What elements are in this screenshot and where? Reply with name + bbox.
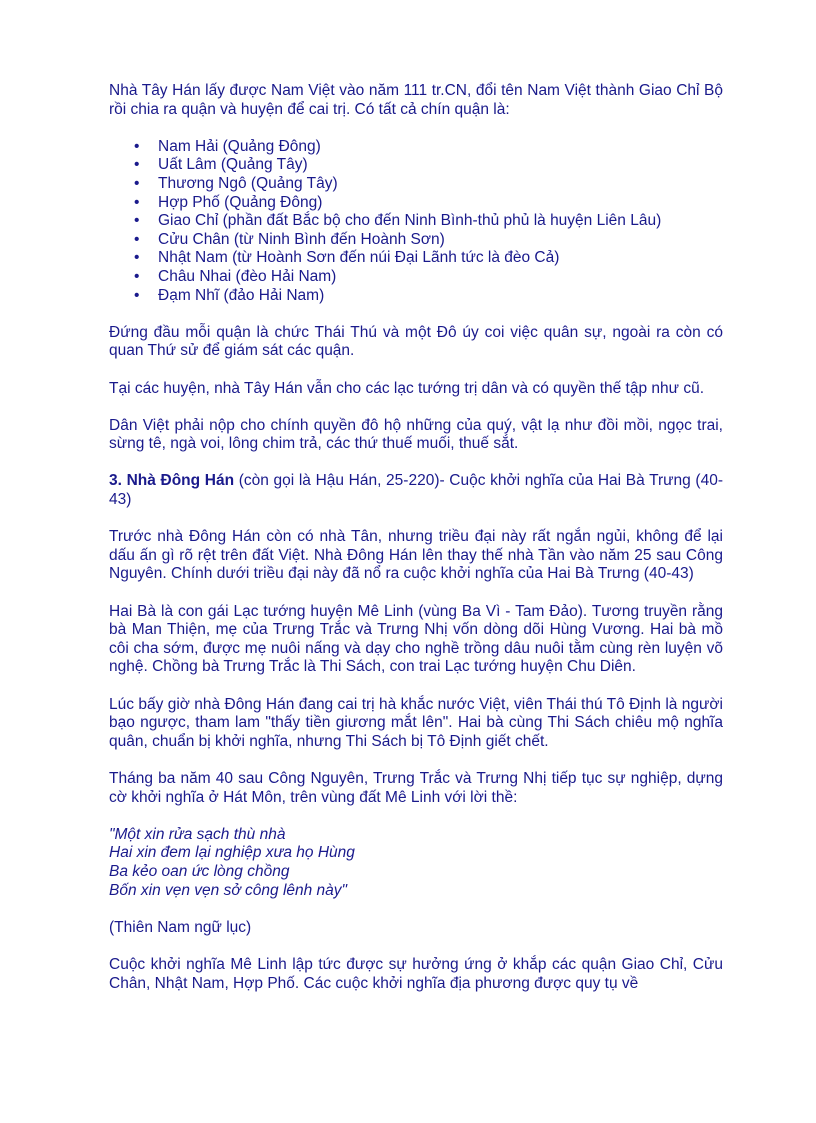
bullet-icon: • bbox=[134, 267, 140, 285]
governor-paragraph: Đứng đầu mỗi quận là chức Thái Thú và một Đô úy coi việc quân sự, ngoài ra còn có quan Thứ sử để giám sát các quận. bbox=[109, 323, 723, 360]
list-item: • Đạm Nhĩ (đảo Hải Nam) bbox=[134, 286, 325, 304]
verse-line: Hai xin đem lại nghiệp xưa họ Hùng bbox=[109, 844, 355, 862]
bullet-icon: • bbox=[134, 249, 140, 267]
list-item: • Thương Ngô (Quảng Tây) bbox=[134, 174, 338, 192]
bullet-icon: • bbox=[134, 230, 140, 248]
verse-line: Ba kẻo oan ức lòng chồng bbox=[109, 862, 290, 880]
district-paragraph: Tại các huyện, nhà Tây Hán vẫn cho các lạc tướng trị dân và có quyền thế tập như cũ. bbox=[109, 379, 705, 397]
list-item: • Hợp Phố (Quảng Đông) bbox=[134, 193, 323, 211]
bullet-icon: • bbox=[134, 286, 140, 304]
list-item: • Nam Hải (Quảng Đông) bbox=[134, 137, 321, 155]
intro-paragraph: Nhà Tây Hán lấy được Nam Việt vào năm 111 tr.CN, đổi tên Nam Việt thành Giao Chỉ Bộ rồi chia ra quận và huyện để cai trị. Có tất cả chín quận là: bbox=[109, 82, 723, 118]
bullet-icon: • bbox=[134, 212, 140, 230]
list-item: • Cửu Chân (từ Ninh Bình đến Hoành Sơn) bbox=[134, 230, 445, 248]
verse-line: Bốn xin vẹn vẹn sở công lênh này" bbox=[109, 881, 348, 899]
response-paragraph: Cuộc khởi nghĩa Mê Linh lập tức được sự hưởng ứng ở khắp các quận Giao Chỉ, Cửu Chân, Nhật Nam, Hợp Phố. Các cuộc khởi nghĩa địa phương được quy tụ về bbox=[109, 955, 723, 992]
verse-line: "Một xin rửa sạch thù nhà bbox=[109, 825, 286, 843]
list-item: • Châu Nhai (đèo Hải Nam) bbox=[134, 267, 337, 285]
document-page bbox=[109, 82, 723, 1012]
bullet-icon: • bbox=[134, 137, 140, 155]
list-item: • Giao Chỉ (phần đất Bắc bộ cho đến Ninh Bình-thủ phủ là huyện Liên Lâu) bbox=[134, 212, 662, 230]
list-item: • Uất Lâm (Quảng Tây) bbox=[134, 156, 308, 174]
tribute-paragraph: Dân Việt phải nộp cho chính quyền đô hộ những của quý, vật lạ như đồi mồi, ngọc trai, sừng tê, ngà voi, lông chim trả, các thứ thuế muối, thuế sắt. bbox=[109, 416, 723, 453]
oath-verse bbox=[109, 826, 723, 900]
verse-source: (Thiên Nam ngữ lục) bbox=[109, 918, 252, 936]
bullet-icon: • bbox=[134, 174, 140, 192]
to-dinh-paragraph: Lúc bấy giờ nhà Đông Hán đang cai trị hà khắc nước Việt, viên Thái thú Tô Định là người bạo ngược, tham lam "thấy tiền giương mắt lên". Hai bà cùng Thi Sách chiêu mộ nghĩa quân, chuẩn bị khởi nghĩa, nhưng Thi Sách bị Tô Định giết chết. bbox=[109, 695, 723, 750]
list-item: • Nhật Nam (từ Hoành Sơn đến núi Đại Lãnh tức là đèo Cả) bbox=[134, 249, 560, 267]
bullet-icon: • bbox=[134, 193, 140, 211]
section-heading-title: 3. Nhà Đông Hán bbox=[109, 472, 235, 490]
uprising-paragraph: Tháng ba năm 40 sau Công Nguyên, Trưng Trắc và Trưng Nhị tiếp tục sự nghiệp, dựng cờ khởi nghĩa ở Hát Môn, trên vùng đất Mê Linh với lời thề: bbox=[109, 769, 723, 806]
section-heading-subtitle: (còn gọi là Hậu Hán, 25-220)- Cuộc khởi nghĩa của Hai Bà Trưng (40-43) bbox=[109, 472, 723, 509]
bullet-icon: • bbox=[134, 156, 140, 174]
section-heading bbox=[109, 472, 723, 509]
tan-dynasty-paragraph: Trước nhà Đông Hán còn có nhà Tân, nhưng triều đại này rất ngắn ngủi, không để lại dấu ấn gì rõ rệt trên đất Việt. Nhà Đông Hán lên thay thế nhà Tần vào năm 25 sau Công Nguyên. Chính dưới triều đại này đã nổ ra cuộc khởi nghĩa của Hai Bà Trưng (40-43) bbox=[109, 528, 723, 583]
hai-ba-paragraph: Hai Bà là con gái Lạc tướng huyện Mê Linh (vùng Ba Vì - Tam Đảo). Tương truyền rằng bà Man Thiện, mẹ của Trưng Trắc và Trưng Nhị vốn dòng dõi Hùng Vương. Hai bà mồ côi cha sớm, được mẹ nuôi nấng và dạy cho nghề trồng dâu nuôi tằm cùng rèn luyện võ nghệ. Chồng bà Trưng Trắc là Thi Sách, con trai Lạc tướng huyện Chu Diên. bbox=[109, 602, 723, 676]
district-list bbox=[109, 138, 723, 305]
